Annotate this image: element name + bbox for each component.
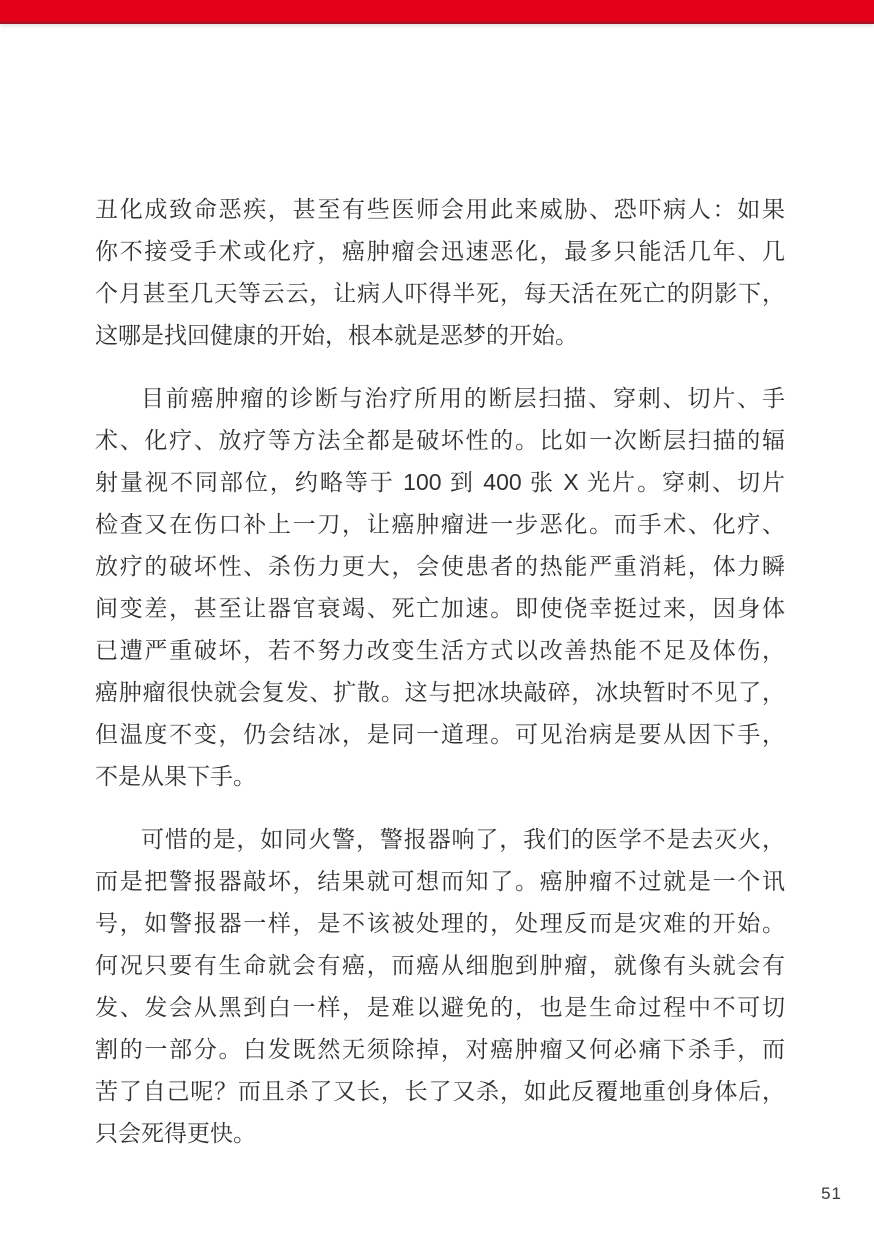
text-line: 射量视不同部位，约略等于 100 到 400 张 X 光片。穿刺、切片: [95, 469, 785, 495]
text-line: 苦了自己呢？而且杀了又长，长了又杀，如此反覆地重创身体后，: [95, 1078, 785, 1104]
text-line: 但温度不变，仍会结冰，是同一道理。可见治病是要从因下手，: [95, 721, 785, 747]
text-line: 个月甚至几天等云云，让病人吓得半死，每天活在死亡的阴影下，: [95, 280, 785, 306]
text-line: 癌肿瘤很快就会复发、扩散。这与把冰块敲碎，冰块暂时不见了，: [95, 679, 785, 705]
page-number: 51: [821, 1184, 842, 1203]
text-line: 这哪是找回健康的开始，根本就是恶梦的开始。: [95, 322, 578, 348]
text-line: 检查又在伤口补上一刀，让癌肿瘤进一步恶化。而手术、化疗、: [95, 511, 785, 537]
text-line: 何况只要有生命就会有癌，而癌从细胞到肿瘤，就像有头就会有: [95, 952, 785, 978]
text-line: 可惜的是，如同火警，警报器响了，我们的医学不是去灭火，: [141, 826, 785, 852]
text-line: 间变差，甚至让器官衰竭、死亡加速。即使侥幸挺过来，因身体: [95, 595, 785, 621]
text-line: 放疗的破坏性、杀伤力更大，会使患者的热能严重消耗，体力瞬: [95, 553, 785, 579]
paragraph: [95, 818, 785, 1154]
text-line: 你不接受手术或化疗，癌肿瘤会迅速恶化，最多只能活几年、几: [95, 238, 785, 264]
red-accent-bar: [0, 0, 874, 24]
text-line: 术、化疗、放疗等方法全都是破坏性的。比如一次断层扫描的辐: [95, 427, 785, 453]
text-line: 丑化成致命恶疾，甚至有些医师会用此来威胁、恐吓病人：如果: [95, 196, 785, 222]
paragraph: [95, 377, 785, 797]
paragraph: [95, 188, 785, 356]
text-line: 号，如警报器一样，是不该被处理的，处理反而是灾难的开始。: [95, 910, 785, 936]
body-text: [95, 188, 785, 1175]
text-line: 而是把警报器敲坏，结果就可想而知了。癌肿瘤不过就是一个讯: [95, 868, 785, 894]
text-line: 发、发会从黑到白一样，是难以避免的，也是生命过程中不可切: [95, 994, 785, 1020]
text-line: 不是从果下手。: [95, 763, 256, 789]
text-line: 只会死得更快。: [95, 1120, 256, 1146]
text-line: 目前癌肿瘤的诊断与治疗所用的断层扫描、穿刺、切片、手: [141, 385, 785, 411]
text-line: 已遭严重破坏，若不努力改变生活方式以改善热能不足及体伤，: [95, 637, 785, 663]
text-line: 割的一部分。白发既然无须除掉，对癌肿瘤又何必痛下杀手，而: [95, 1036, 785, 1062]
